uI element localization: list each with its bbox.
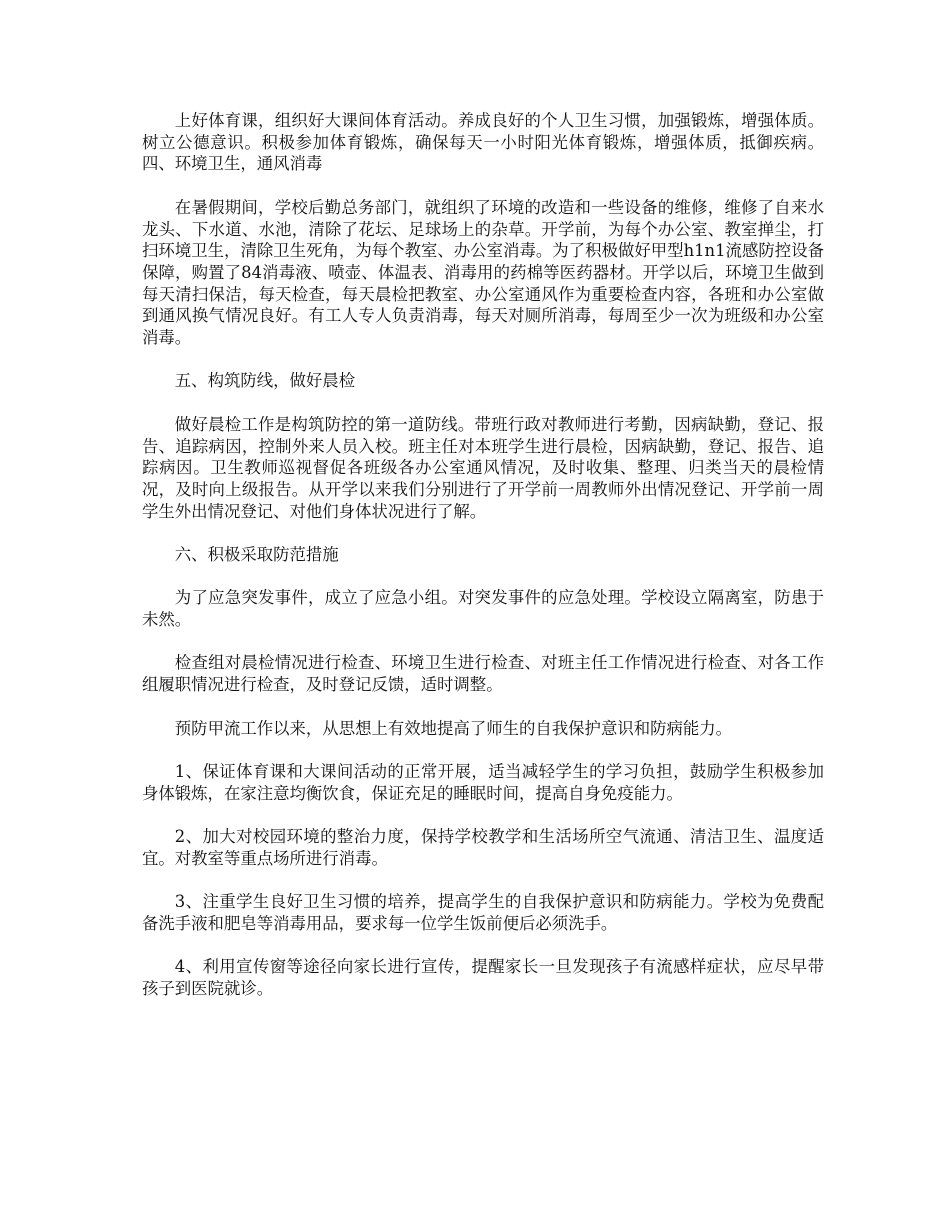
paragraph-environment-disinfection: 在暑假期间，学校后勤总务部门，就组织了环境的改造和一些设备的维修，维修了自来水龙头、下水道、水池，清除了花坛、足球场上的杂草。开学前，为每个办公室、教室掸尘，打扫环境卫生，清除卫生死角，为每个教室、办公室消毒。为了积极做好甲型h1n1流感防控设备保障，购置了84消毒液、喷壶、体温表、消毒用的药棉等医药器材。开学以后，环境卫生做到每天清扫保洁，每天检查，每天晨检把教室、办公室通风作为重要检查内容，各班和办公室做到通风换气情况良好。有工人专人负责消毒，每天对厕所消毒，每周至少一次为班级和办公室消毒。: [142, 197, 824, 348]
paragraph-morning-check: 做好晨检工作是构筑防控的第一道防线。带班行政对教师进行考勤，因病缺勤，登记、报告、追踪病因，控制外来人员入校。班主任对本班学生进行晨检，因病缺勤，登记、报告、追踪病因。卫生教师巡视督促各班级各办公室通风情况，及时收集、整理、归类当天的晨检情况，及时向上级报告。从开学以来我们分别进行了开学前一周教师外出情况登记、开学前一周学生外出情况登记、对他们身体状况进行了解。: [142, 414, 824, 521]
paragraph-emergency-group: 为了应急突发事件，成立了应急小组。对突发事件的应急处理。学校设立隔离室，防患于未然。: [142, 588, 824, 630]
list-item-2: 2、加大对校园环境的整治力度，保持学校教学和生活场所空气流通、清洁卫生、温度适宜。对教室等重点场所进行消毒。: [142, 827, 824, 868]
list-item-4: 4、利用宣传窗等途径向家长进行宣传，提醒家长一旦发现孩子有流感样症状，应尽早带孩子到医院就诊。: [142, 957, 824, 998]
paragraph-pe-hygiene: 上好体育课，组织好大课间体育活动。养成良好的个人卫生习惯，加强锻炼，增强体质。树立公德意识。积极参加体育锻炼，确保每天一小时阳光体育锻炼，增强体质，抵御疾病。四、环境卫生，通风消毒: [142, 111, 824, 174]
document-body: [142, 110, 824, 1021]
section-heading-preventive-measures: 六、积极采取防范措施: [174, 545, 339, 564]
section-heading-morning-check: 五、构筑防线，做好晨检: [174, 371, 356, 391]
list-item-1: 1、保证体育课和大课间活动的正常开展，适当减轻学生的学习负担，鼓励学生积极参加身体锻炼，在家注意均衡饮食，保证充足的睡眠时间，提高自身免疫能力。: [142, 761, 824, 803]
paragraph-prevention-summary: 预防甲流工作以来，从思想上有效地提高了师生的自我保护意识和防病能力。: [174, 718, 733, 738]
list-item-3: 3、注重学生良好卫生习惯的培养，提高学生的自我保护意识和防病能力。学校为免费配备洗手液和肥皂等消毒用品，要求每一位学生饭前便后必须洗手。: [142, 892, 824, 933]
paragraph-inspection-group: 检查组对晨检情况进行检查、环境卫生进行检查、对班主任工作情况进行检查、对各工作组履职情况进行检查，及时登记反馈，适时调整。: [142, 653, 824, 695]
